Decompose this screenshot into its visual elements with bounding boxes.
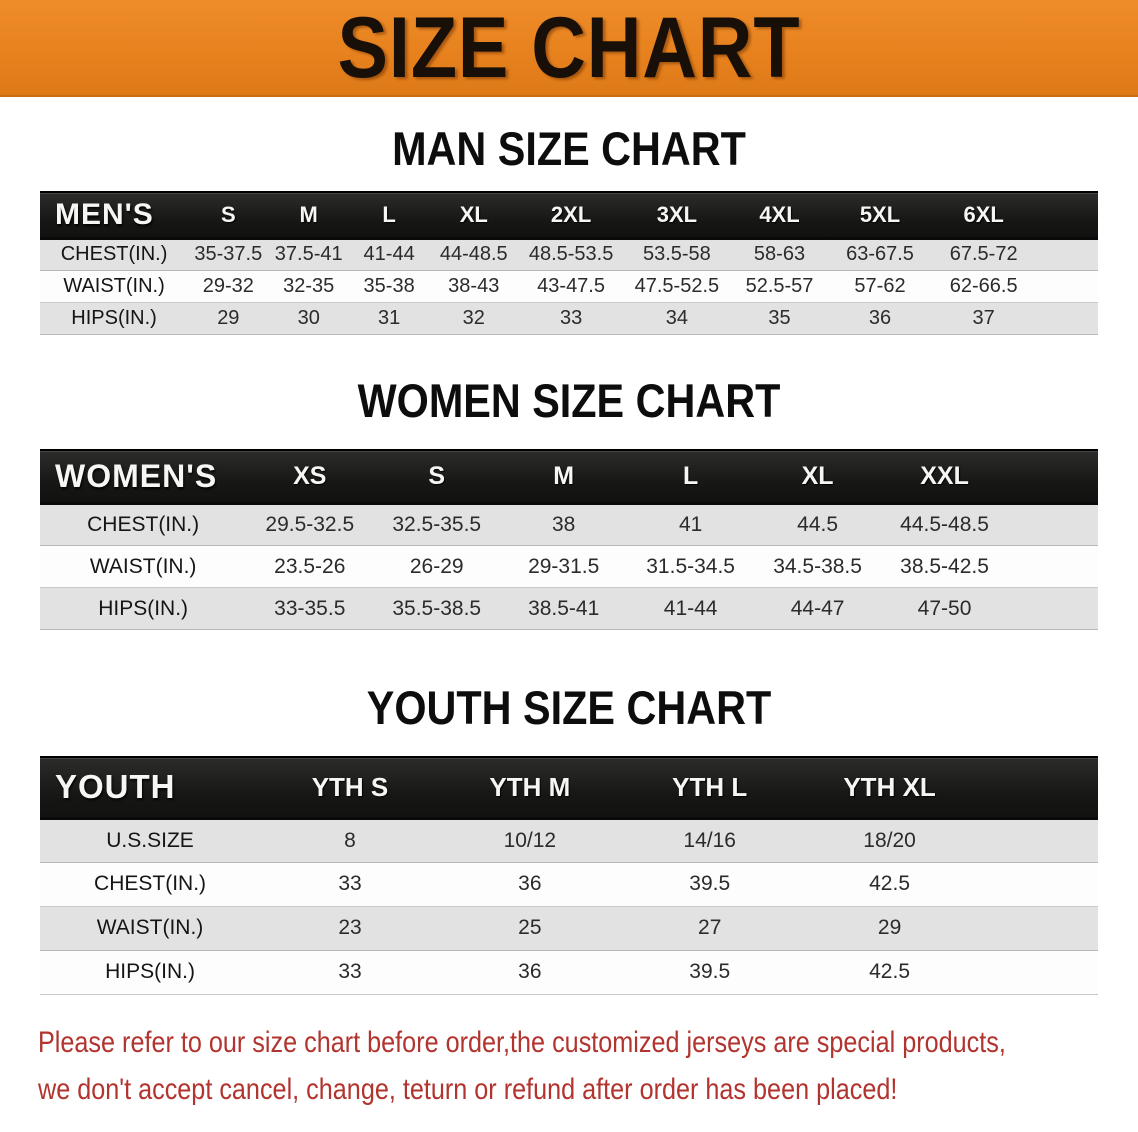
disclaimer: [38, 1019, 1138, 1113]
size-value: 33: [518, 302, 624, 334]
size-value: 29.5-32.5: [246, 504, 373, 546]
size-value: 10/12: [440, 818, 620, 862]
size-value: 8: [260, 818, 440, 862]
table-row: [40, 302, 1098, 334]
size-value: 57-62: [829, 270, 931, 302]
size-value: 36: [440, 950, 620, 994]
size-value: 29: [188, 302, 268, 334]
size-value: 62-66.5: [931, 270, 1037, 302]
size-value: 43-47.5: [518, 270, 624, 302]
size-value: 31: [349, 302, 429, 334]
size-value: 39.5: [620, 950, 800, 994]
size-value: 38.5-41: [500, 588, 627, 630]
size-value: 34: [624, 302, 730, 334]
size-column-header: S: [373, 450, 500, 504]
size-value: 32: [429, 302, 518, 334]
spacer-cell: [980, 757, 1099, 818]
size-column-header: 6XL: [931, 192, 1037, 238]
header-row: [40, 450, 1098, 504]
size-value: 37: [931, 302, 1037, 334]
size-value: 44-47: [754, 588, 881, 630]
size-value: 53.5-58: [624, 238, 730, 270]
size-value: 44.5: [754, 504, 881, 546]
size-value: 14/16: [620, 818, 800, 862]
table-row: [40, 270, 1098, 302]
size-value: 63-67.5: [829, 238, 931, 270]
spacer-cell: [980, 906, 1099, 950]
spacer-cell: [1008, 504, 1098, 546]
size-value: 41-44: [349, 238, 429, 270]
banner: [0, 0, 1138, 97]
table-row: [40, 504, 1098, 546]
size-column-header: L: [627, 450, 754, 504]
row-label: HIPS(IN.): [40, 588, 246, 630]
row-label: CHEST(IN.): [40, 504, 246, 546]
table-title: WOMEN'S: [40, 450, 246, 504]
size-value: 33-35.5: [246, 588, 373, 630]
men-section: [0, 123, 1138, 335]
women-size-table: [40, 449, 1098, 631]
row-label: WAIST(IN.): [40, 906, 260, 950]
men-size-table: [40, 191, 1098, 335]
spacer-cell: [1037, 192, 1098, 238]
size-value: 33: [260, 862, 440, 906]
size-column-header: 5XL: [829, 192, 931, 238]
women-section: [0, 375, 1138, 631]
size-value: 35-37.5: [188, 238, 268, 270]
size-value: 35.5-38.5: [373, 588, 500, 630]
size-value: 37.5-41: [269, 238, 349, 270]
size-column-header: L: [349, 192, 429, 238]
size-value: 36: [440, 862, 620, 906]
youth-size-table: [40, 756, 1098, 995]
size-column-header: XL: [754, 450, 881, 504]
size-value: 52.5-57: [730, 270, 829, 302]
spacer-cell: [980, 818, 1099, 862]
size-value: 18/20: [800, 818, 980, 862]
table-row: [40, 546, 1098, 588]
table-row: [40, 950, 1098, 994]
size-value: 29-31.5: [500, 546, 627, 588]
size-value: 32-35: [269, 270, 349, 302]
size-value: 23.5-26: [246, 546, 373, 588]
youth-section-heading: YOUTH SIZE CHART: [366, 681, 772, 734]
size-value: 29: [800, 906, 980, 950]
size-value: 36: [829, 302, 931, 334]
row-label: CHEST(IN.): [40, 862, 260, 906]
size-column-header: M: [500, 450, 627, 504]
size-value: 25: [440, 906, 620, 950]
header-row: [40, 757, 1098, 818]
size-value: 38.5-42.5: [881, 546, 1008, 588]
size-value: 58-63: [730, 238, 829, 270]
size-value: 39.5: [620, 862, 800, 906]
size-value: 23: [260, 906, 440, 950]
women-section-heading: WOMEN SIZE CHART: [357, 373, 781, 427]
youth-section: [0, 682, 1138, 995]
men-section-heading: MAN SIZE CHART: [392, 122, 746, 175]
size-value: 34.5-38.5: [754, 546, 881, 588]
spacer-cell: [1008, 588, 1098, 630]
size-value: 31.5-34.5: [627, 546, 754, 588]
table-title: YOUTH: [40, 757, 260, 818]
size-column-header: XXL: [881, 450, 1008, 504]
size-column-header: 2XL: [518, 192, 624, 238]
banner-title: SIZE CHART: [337, 0, 801, 96]
spacer-cell: [1037, 238, 1098, 270]
table-row: [40, 818, 1098, 862]
size-column-header: 3XL: [624, 192, 730, 238]
row-label: HIPS(IN.): [40, 950, 260, 994]
size-value: 32.5-35.5: [373, 504, 500, 546]
size-value: 26-29: [373, 546, 500, 588]
size-column-header: XL: [429, 192, 518, 238]
size-value: 48.5-53.5: [518, 238, 624, 270]
size-value: 35-38: [349, 270, 429, 302]
table-row: [40, 862, 1098, 906]
header-row: [40, 192, 1098, 238]
row-label: CHEST(IN.): [40, 238, 188, 270]
disclaimer-line: we don't accept cancel, change, teturn or refund after order has been placed!: [38, 1072, 898, 1106]
spacer-cell: [1008, 450, 1098, 504]
size-value: 33: [260, 950, 440, 994]
size-column-header: 4XL: [730, 192, 829, 238]
size-value: 41: [627, 504, 754, 546]
size-value: 42.5: [800, 862, 980, 906]
size-value: 27: [620, 906, 800, 950]
spacer-cell: [980, 862, 1099, 906]
size-value: 44-48.5: [429, 238, 518, 270]
size-column-header: XS: [246, 450, 373, 504]
row-label: U.S.SIZE: [40, 818, 260, 862]
size-value: 29-32: [188, 270, 268, 302]
spacer-cell: [1037, 302, 1098, 334]
table-title: MEN'S: [40, 192, 188, 238]
spacer-cell: [1037, 270, 1098, 302]
size-value: 38: [500, 504, 627, 546]
size-value: 47-50: [881, 588, 1008, 630]
spacer-cell: [980, 950, 1099, 994]
table-row: [40, 238, 1098, 270]
size-value: 35: [730, 302, 829, 334]
size-column-header: YTH XL: [800, 757, 980, 818]
size-column-header: S: [188, 192, 268, 238]
row-label: HIPS(IN.): [40, 302, 188, 334]
size-value: 38-43: [429, 270, 518, 302]
size-value: 41-44: [627, 588, 754, 630]
row-label: WAIST(IN.): [40, 270, 188, 302]
spacer-cell: [1008, 546, 1098, 588]
size-column-header: YTH M: [440, 757, 620, 818]
size-value: 67.5-72: [931, 238, 1037, 270]
size-column-header: YTH S: [260, 757, 440, 818]
table-row: [40, 588, 1098, 630]
row-label: WAIST(IN.): [40, 546, 246, 588]
size-column-header: M: [269, 192, 349, 238]
size-value: 47.5-52.5: [624, 270, 730, 302]
table-row: [40, 906, 1098, 950]
size-column-header: YTH L: [620, 757, 800, 818]
size-value: 30: [269, 302, 349, 334]
disclaimer-line: Please refer to our size chart before order,the customized jerseys are special products,: [38, 1025, 1006, 1059]
size-value: 42.5: [800, 950, 980, 994]
size-value: 44.5-48.5: [881, 504, 1008, 546]
